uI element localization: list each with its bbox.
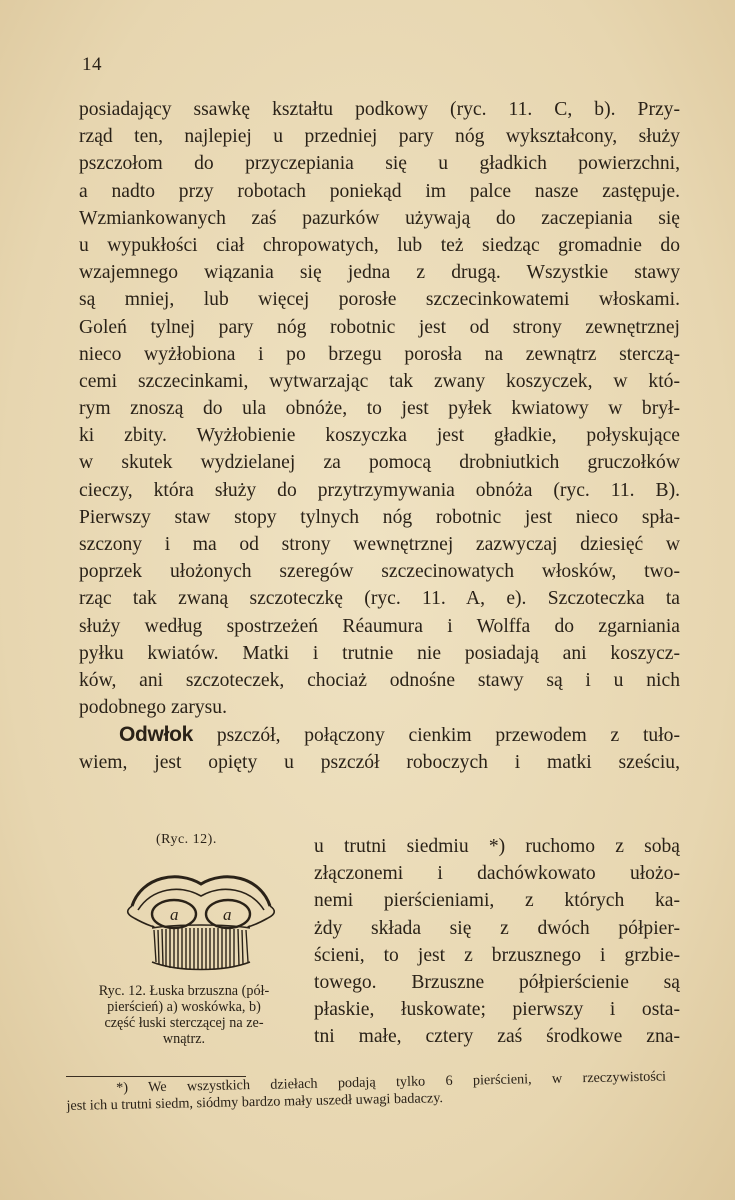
text-line: cieczy, która służy do przytrzymywania obnóża (ryc. 11. B).	[79, 479, 680, 501]
text-line: nemi pierścieniami, z których ka-	[314, 890, 680, 912]
text-line: rząd ten, najlepiej u przedniej pary nóg wykształcony, służy	[79, 126, 680, 148]
text-line: złączonemi i dachówkowato ułożo-	[314, 863, 680, 885]
text-line: rym znoszą do ula obnóże, to jest pyłek kwiatowy w brył-	[79, 398, 680, 420]
scale-illustration	[118, 866, 284, 978]
text-line: u wypukłości ciał chropowatych, lub też siedząc gromadnie do	[79, 234, 680, 256]
main-text	[79, 96, 680, 776]
paragraph-first-line	[79, 721, 680, 748]
text-line: pyłku kwiatów. Matki i trutnie nie posiadają ani koszycz-	[79, 642, 680, 664]
text-line: towego. Brzuszne półpierścienie są	[314, 971, 680, 993]
text-line: Goleń tylnej pary nóg robotnic jest od strony zewnętrznej	[79, 316, 680, 338]
text-line: tni małe, cztery zaś środkowe zna-	[314, 1026, 680, 1048]
text-line: poprzek ułożonych szeregów szczecinowatych włosków, two-	[79, 561, 680, 583]
text-line: u trutni siedmiu *) ruchomo z sobą	[314, 836, 680, 857]
page-number: 14	[82, 54, 102, 75]
footnote-line: jest ich u trutni siedm, siódmy bardzo mały uszedł uwagi badaczy.	[66, 1090, 444, 1114]
caption-line: Ryc. 12. Łuska brzuszna (pół-	[98, 983, 270, 999]
text-line: rząc tak zwaną szczoteczkę (ryc. 11. A, e). Szczoteczka ta	[79, 588, 680, 610]
text-line: ścieni, to jest z brzusznego i grzbie-	[314, 944, 680, 966]
scale-drawing	[128, 877, 275, 970]
text-line: są mniej, lub więcej porosłe szczecinkowatemi włoskami.	[79, 289, 680, 311]
figure-letter-a-right: a	[223, 905, 232, 924]
text-line: podobnego zarysu.	[79, 697, 228, 719]
text-line: żdy składa się z dwóch półpier-	[314, 917, 680, 939]
text-line: płaskie, łuskowate; pierwszy i osta-	[314, 999, 680, 1021]
text-line: pszczołom do przyczepiania się u gładkich powierzchni,	[79, 153, 680, 175]
section-heading: Odwłok	[119, 723, 194, 747]
text-line: ków, ani szczoteczek, chociaż odnośne stawy są i u nich	[79, 669, 680, 691]
caption-line: część łuski sterczącej na ze-	[104, 1015, 264, 1031]
figure-label: (Ryc. 12).	[156, 832, 217, 847]
text-line: ki zbity. Wyżłobienie koszyczka jest gładkie, połyskujące	[79, 425, 680, 447]
text-line: posiadający ssawkę kształtu podkowy (ryc. 11. C, b). Przy-	[79, 99, 680, 120]
text-line: a nadto przy robotach poniekąd im palce nasze zastępuje.	[79, 180, 680, 202]
caption-line: pierścień) a) woskówka, b)	[107, 999, 261, 1015]
caption-line: wnątrz.	[162, 1031, 206, 1047]
wrapped-text	[314, 832, 680, 1050]
figure-letter-a-left: a	[170, 905, 179, 924]
text-line: wiem, jest opięty u pszczół roboczych i matki sześciu,	[79, 751, 680, 773]
text-fragment: pszczół, połączony cienkim przewodem z tuło-	[216, 725, 680, 747]
figure-caption	[68, 983, 300, 1047]
text-line: w skutek wydzielanej za pomocą drobniutkich gruczołków	[79, 452, 680, 474]
text-line: szczony i ma od strony wewnętrznej zazwyczaj dziesięć w	[79, 534, 680, 555]
text-line: nieco wyżłobiona i po brzegu porosła na zewnątrz sterczą-	[79, 343, 680, 365]
text-line: wzajemnego wiązania się jedna z drugą. Wszystkie stawy	[79, 262, 680, 284]
text-line: służy według spostrzeżeń Réaumura i Wolffa do zgarniania	[79, 615, 680, 637]
footnote-line: *) We wszystkich dziełach podają tylko 6 pierścieni, w rzeczywistości	[115, 1068, 667, 1096]
text-line: Wzmiankowanych zaś pazurków używają do zaczepiania się	[79, 207, 680, 229]
text-line: cemi szczecinkami, wytwarzając tak zwany koszyczek, w któ-	[79, 370, 680, 392]
text-line: Pierwszy staw stopy tylnych nóg robotnic jest nieco spła-	[79, 506, 680, 528]
